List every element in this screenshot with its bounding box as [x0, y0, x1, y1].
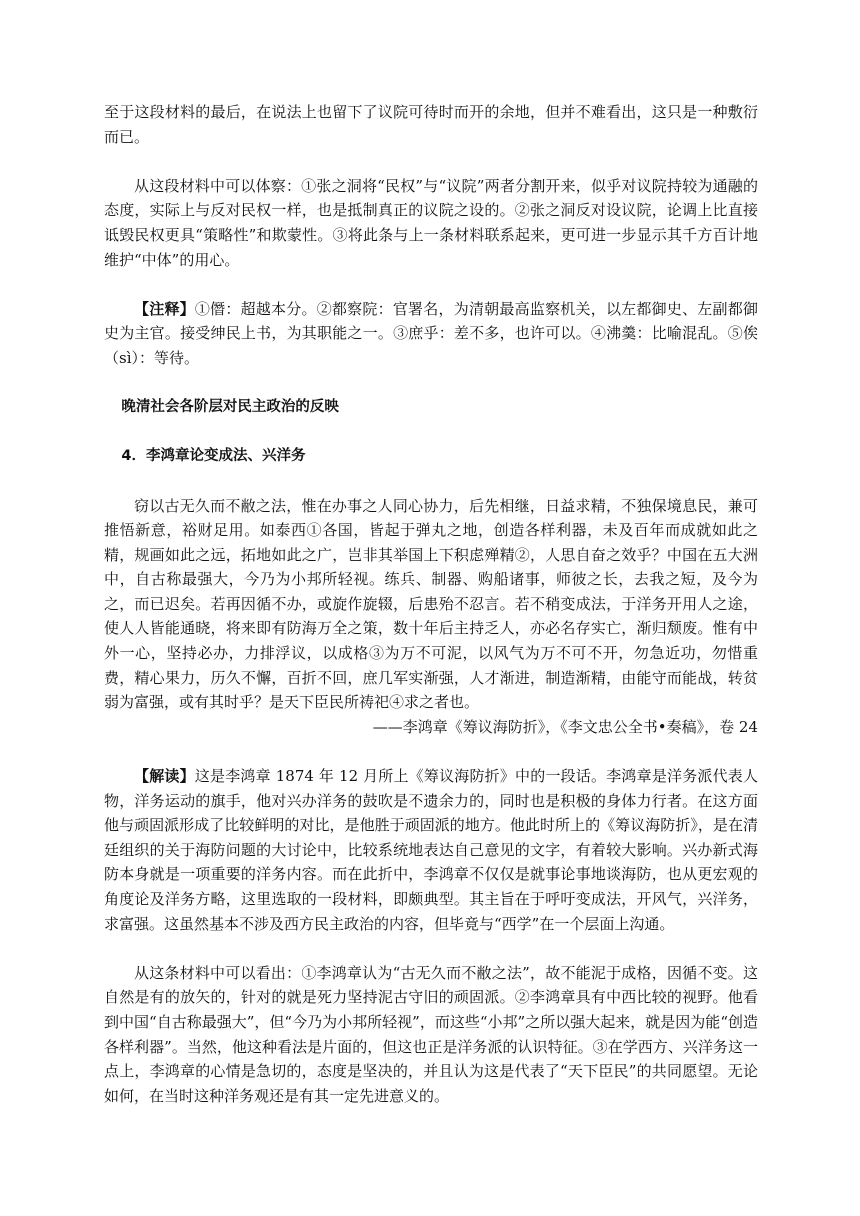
- notes-paragraph: [104, 297, 758, 371]
- paragraph-analysis: 从这段材料中可以体察：①张之洞将“民权”与“议院”两者分割开来，似乎对议院持较为通融的态度，实际上与反对民权一样，也是抵制真正的议院之设的。②张之洞反对设议院，论调上比直接诋毁民权更具“策略性”和欺蒙性。③将此条与上一条材料联系起来，更可进一步显示其千方百计地维护“中体”的用心。: [104, 176, 758, 269]
- reading-paragraph: [104, 764, 758, 936]
- paragraph-observations: 从这条材料中可以看出：①李鸿章认为“古无久而不敝之法”，故不能泥于成格，因循不变。这自然是有的放矢的，针对的就是死力坚持泥古守旧的顽固派。②李鸿章具有中西比较的视野。他看到中国“自古称最强大”，但“今乃为小邦所轻视”，而这些“小邦”之所以强大起来，就是因为能“创造各样利器”。当然，他这种看法是片面的，但这也正是洋务派的认识特征。③在学西方、兴洋务这一点上，李鸿章的心情是急切的，态度是坚决的，并且认为这是代表了“天下臣民”的共同愿望。无论如何，在当时这种洋务观还是有其一定先进意义的。: [104, 963, 758, 1105]
- paragraph-conclusion: 至于这段材料的最后，在说法上也留下了议院可待时而开的余地，但并不难看出，这只是一种敷衍而已。: [104, 103, 758, 146]
- quoted-source-text: 窃以古无久而不敝之法，惟在办事之人同心协力，后先相继，日益求精，不独保境息民，兼可推悟新意，裕财足用。如泰西①各国，皆起于弹丸之地，创造各样利器，未及百年而成就如此之精，规画如此之远，拓地如此之广，岂非其举国上下积虑殚精②，人思自奋之效乎？中国在五大洲中，自古称最强大，今乃为小邦所轻视。练兵、制器、购船诸事，师彼之长，去我之短，及今为之，而已迟矣。若再因循不办，或旋作旋辍，后患殆不忍言。若不稍变成法，于洋务开用人之途，使人人皆能通晓，将来即有防海万全之策，数十年后主持乏人，亦必名存实亡，渐归颓废。惟有中外一心，坚持必办，力排浮议，以成格③为万不可泥，以风气为万不可不开，勿急近功，勿惜重费，精心果力，历久不懈，百折不回，庶几军实渐强，人才渐进，制造渐精，由能守而能战，转贫弱为富强，或有其时乎？是天下臣民所祷祀④求之者也。: [104, 496, 758, 712]
- notes-label: 【注释】: [134, 299, 195, 318]
- item-heading: 4．李鸿章论变成法、兴洋务: [121, 448, 306, 465]
- reading-text: 这是李鸿章 1874 年 12 月所上《筹议海防折》中的一段话。李鸿章是洋务派代表人物，洋务运动的旗手，他对兴办洋务的鼓吹是不遗余力的，同时也是积极的身体力行者。在这方面他与顽固派形成了比较鲜明的对比，是他胜于顽固派的地方。他此时所上的《筹议海防折》，是在清廷组织的关于海防问题的大讨论中，比较系统地表达自己意见的文字，有着较大影响。兴办新式海防本身就是一项重要的洋务内容。而在此折中，李鸿章不仅仅是就事论事地谈海防，也从更宏观的角度论及洋务方略，这里选取的一段材料，即颇典型。其主旨在于呼吁变成法，开风气，兴洋务，求富强。这虽然基本不涉及西方民主政治的内容，但毕竟与“西学”在一个层面上沟通。: [104, 767, 758, 933]
- document-page: [104, 100, 758, 1108]
- reading-label: 【解读】: [134, 767, 195, 786]
- section-heading: 晚清社会各阶层对民主政治的反映: [121, 399, 339, 416]
- notes-text: ①僭：超越本分。②都察院：官署名，为清朝最高监察机关，以左都御史、左副都御史为主官。接受绅民上书，为其职能之一。③庶乎：差不多，也许可以。④沸羹：比喻混乱。⑤俟（sì）：等待。: [104, 299, 758, 367]
- source-citation: ——李鸿章《筹议海防折》，《李文忠公全书•奏稿》，卷 24: [372, 717, 758, 736]
